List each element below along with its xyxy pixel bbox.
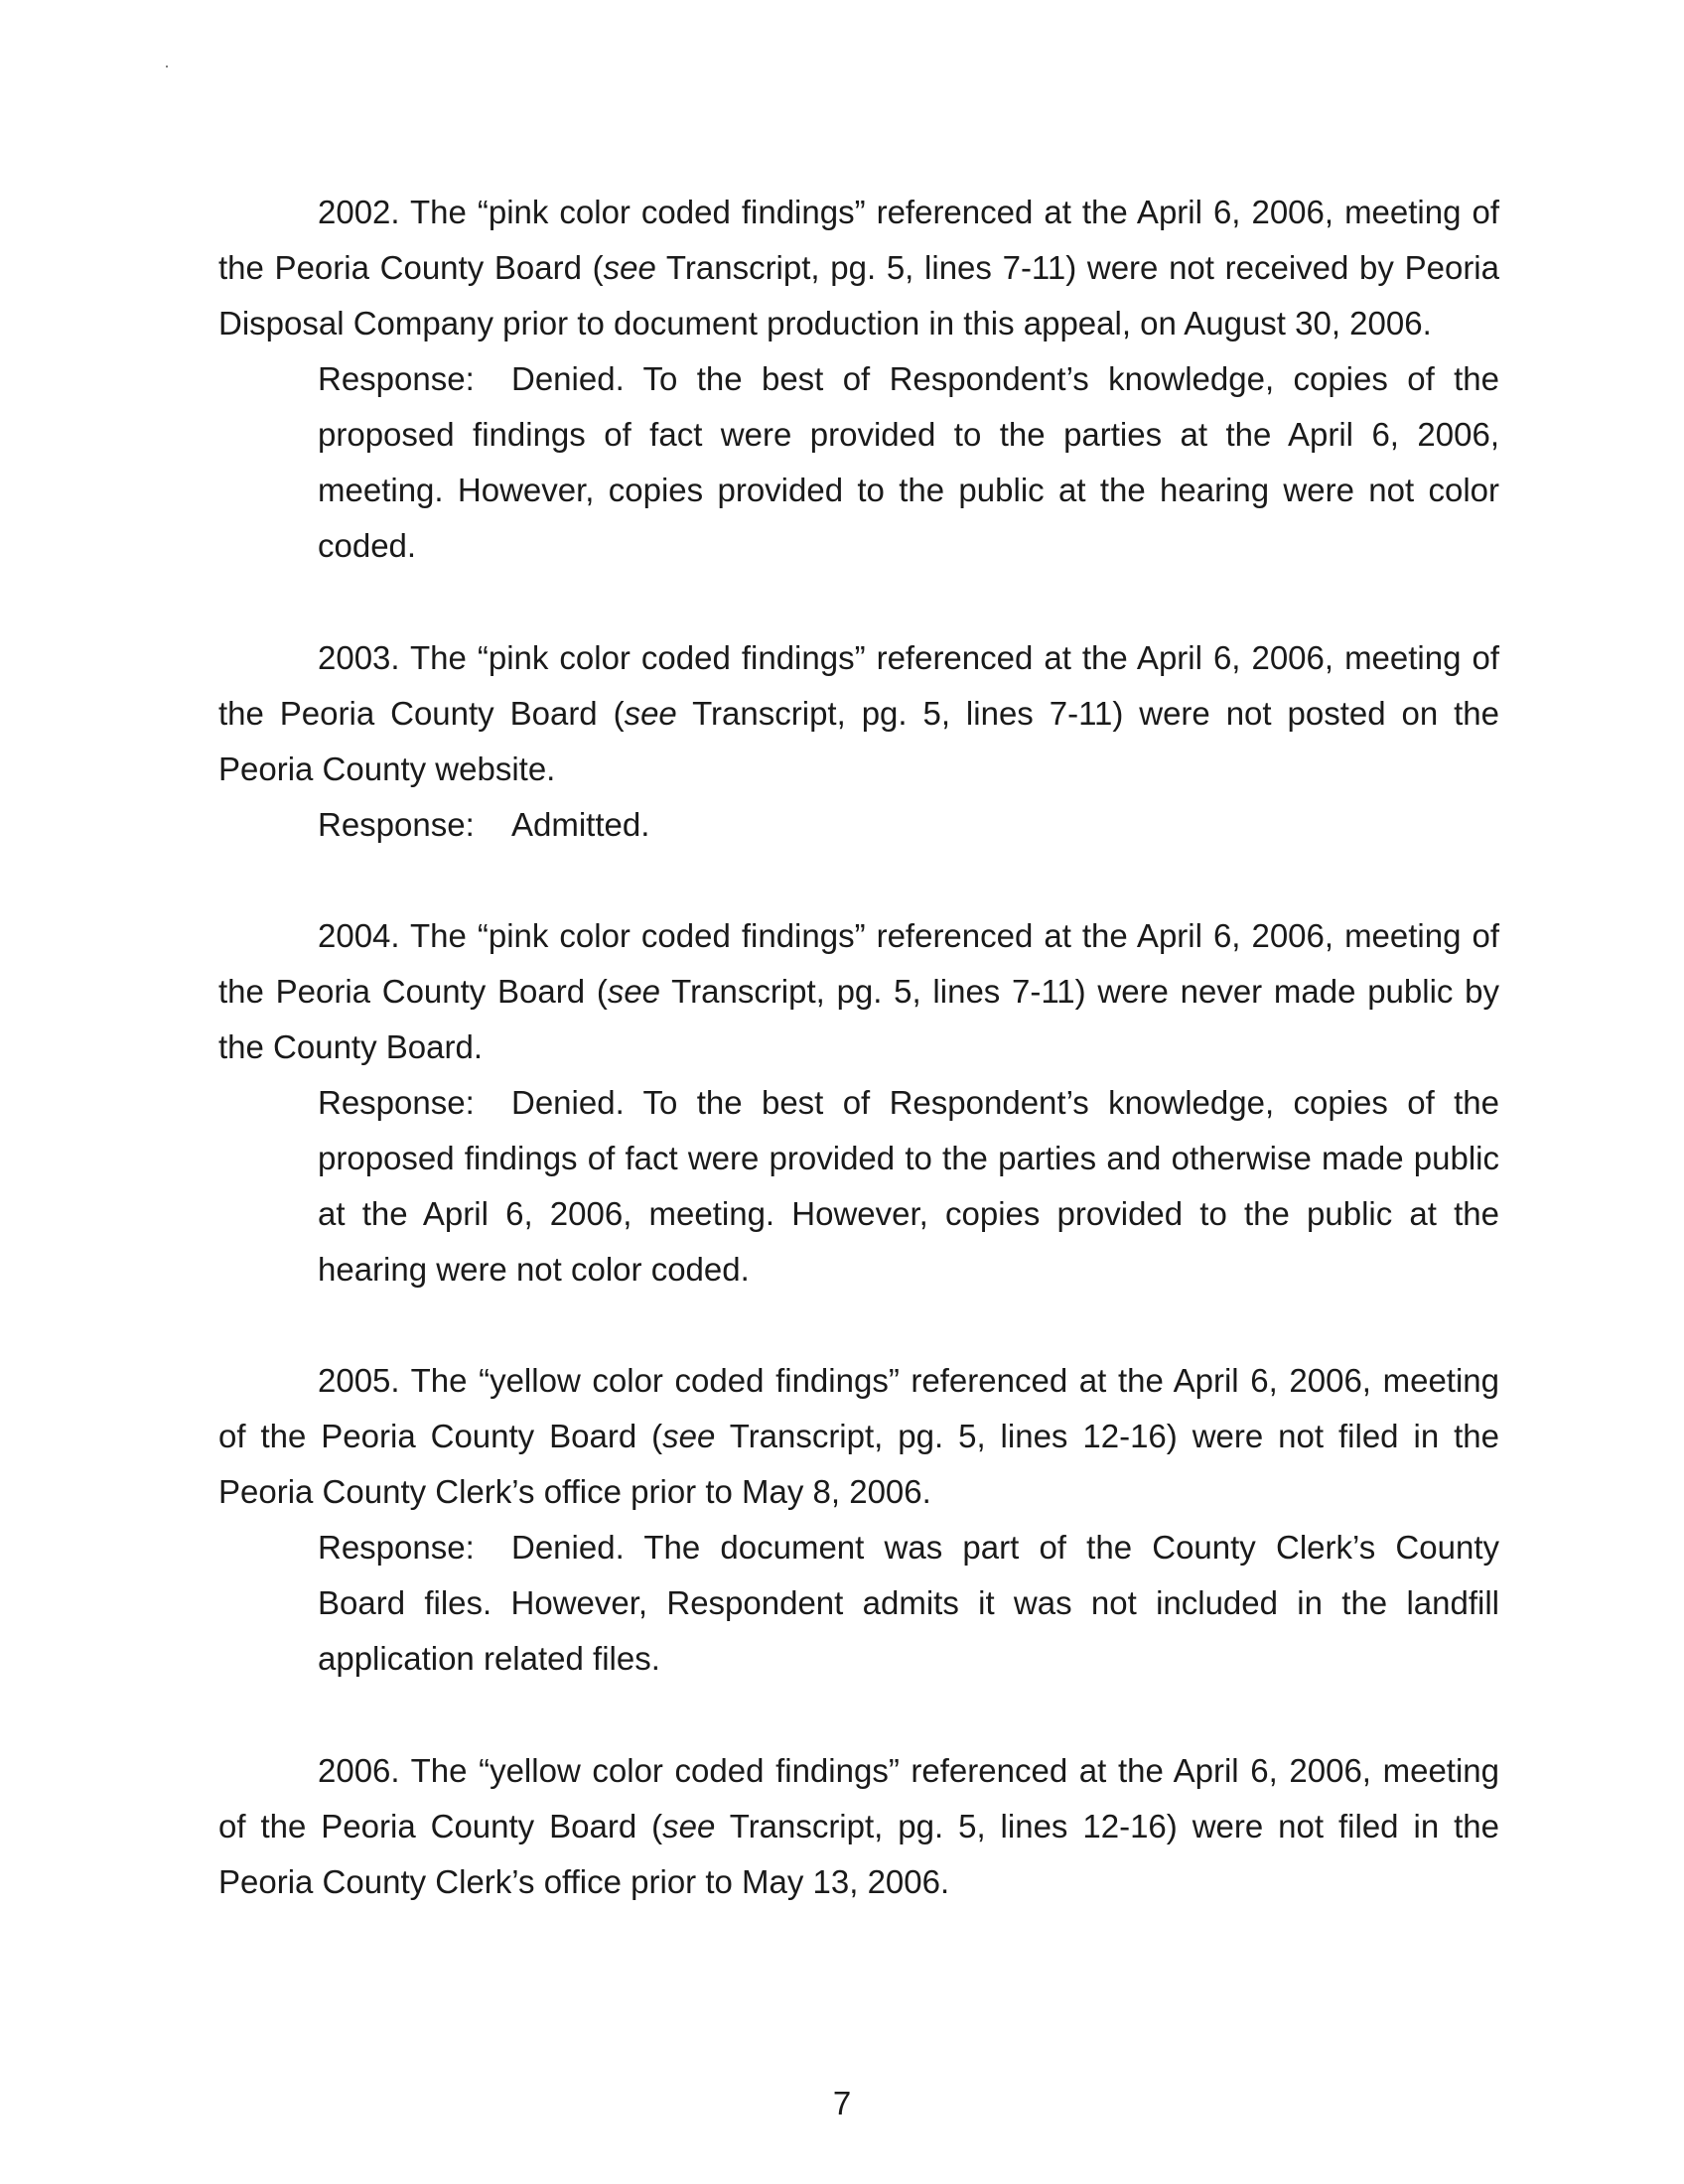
- request-line: 2004. The “pink color coded findings” referenced at the April 6, 2006, meeting of: [318, 917, 1499, 954]
- response-line: meeting. However, copies provided to the public at the hearing were not color: [318, 472, 1499, 508]
- request-2005: [218, 1353, 1499, 1520]
- request-2006: [218, 1743, 1499, 1910]
- request-line: of the Peoria County Board (see Transcript, pg. 5, lines 12-16) were not filed in the: [218, 1418, 1499, 1454]
- response-label: Response:: [318, 1084, 475, 1121]
- response-line: Response: Denied. The document was part of the County Clerk’s County: [318, 1520, 1499, 1575]
- request-2003: [218, 630, 1499, 797]
- citation-signal: see: [624, 695, 677, 732]
- response-line: Response: Admitted.: [318, 797, 1499, 853]
- response-label: Response:: [318, 1529, 475, 1566]
- response-line: Response: Denied. To the best of Respondent’s knowledge, copies of the: [318, 351, 1499, 407]
- response-line: proposed findings of fact were provided to the parties at the April 6, 2006,: [318, 416, 1499, 453]
- response-line: at the April 6, 2006, meeting. However, copies provided to the public at the: [318, 1195, 1499, 1232]
- request-line: the Peoria County Board (see Transcript, pg. 5, lines 7-11) were never made public by: [218, 973, 1500, 1010]
- scan-speck: [166, 66, 168, 68]
- citation-signal: see: [662, 1418, 716, 1454]
- request-line: the Peoria County Board (see Transcript, pg. 5, lines 7-11) were not received by Peoria: [218, 249, 1499, 286]
- request-line: 2005. The “yellow color coded findings” referenced at the April 6, 2006, meeting: [318, 1362, 1499, 1399]
- citation-signal: see: [662, 1808, 716, 1844]
- response-2004: [318, 1075, 1499, 1297]
- response-label: Response:: [318, 360, 475, 397]
- response-line: application related files.: [318, 1640, 660, 1677]
- response-label: Response:: [318, 806, 475, 843]
- request-line: Disposal Company prior to document production in this appeal, on August 30, 2006.: [218, 305, 1432, 341]
- request-line: Peoria County website.: [218, 751, 556, 787]
- response-2002: [318, 351, 1499, 574]
- request-line: 2006. The “yellow color coded findings” referenced at the April 6, 2006, meeting: [318, 1752, 1499, 1789]
- response-2005: [318, 1520, 1499, 1687]
- citation-signal: see: [607, 973, 661, 1010]
- page-number: 7: [832, 2085, 852, 2121]
- response-line: Board files. However, Respondent admits it was not included in the landfill: [318, 1584, 1499, 1621]
- request-2004: [218, 908, 1499, 1075]
- request-line: 2003. The “pink color coded findings” referenced at the April 6, 2006, meeting of: [318, 639, 1499, 676]
- request-line: Peoria County Clerk’s office prior to May 13, 2006.: [218, 1863, 950, 1900]
- request-line: Peoria County Clerk’s office prior to May 8, 2006.: [218, 1473, 931, 1510]
- response-line: proposed findings of fact were provided to the parties and otherwise made public: [318, 1140, 1499, 1176]
- request-2002: [218, 185, 1499, 351]
- request-line: of the Peoria County Board (see Transcript, pg. 5, lines 12-16) were not filed in the: [218, 1808, 1499, 1844]
- response-line: hearing were not color coded.: [318, 1251, 750, 1288]
- request-line: the County Board.: [218, 1028, 483, 1065]
- request-line: the Peoria County Board (see Transcript, pg. 5, lines 7-11) were not posted on the: [218, 695, 1499, 732]
- response-2003: [318, 797, 1499, 853]
- citation-signal: see: [603, 249, 656, 286]
- response-line: coded.: [318, 527, 417, 564]
- response-line: Response: Denied. To the best of Respondent’s knowledge, copies of the: [318, 1075, 1499, 1131]
- request-line: 2002. The “pink color coded findings” referenced at the April 6, 2006, meeting of: [318, 194, 1499, 230]
